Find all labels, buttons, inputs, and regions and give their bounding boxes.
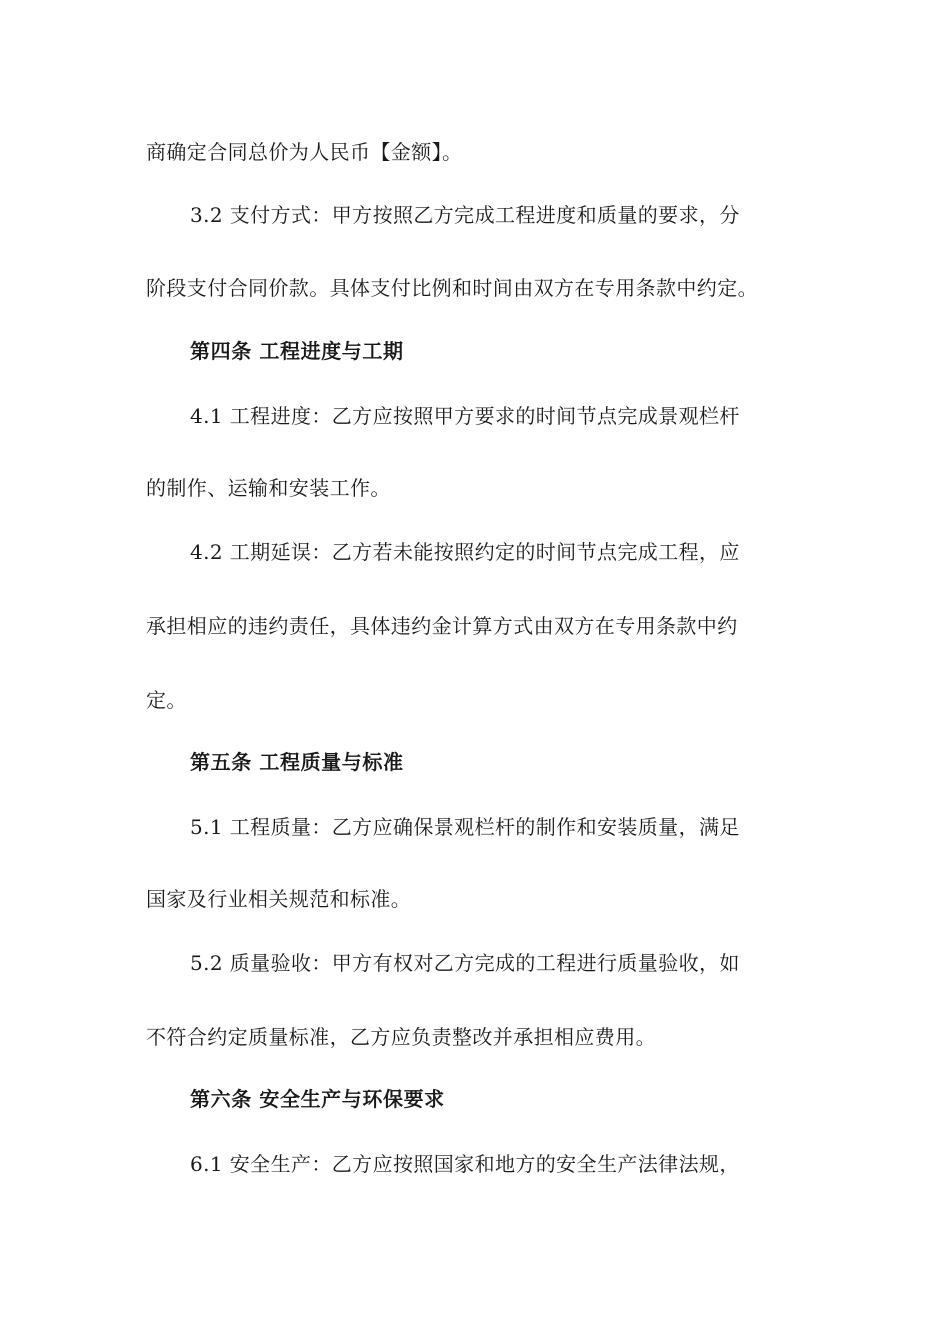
- paragraph-line: 承担相应的违约责任，具体违约金计算方式由双方在专用条款中约: [146, 614, 738, 638]
- clause-4-1-line: 4.1 工程进度：乙方应按照甲方要求的时间节点完成景观栏杆: [190, 404, 740, 428]
- clause-6-1-line: 6.1 安全生产：乙方应按照国家和地方的安全生产法律法规，: [190, 1152, 740, 1176]
- article-4-heading: 第四条 工程进度与工期: [190, 339, 404, 363]
- paragraph-line: 商确定合同总价为人民币【金额】。: [146, 140, 463, 164]
- paragraph-line: 国家及行业相关规范和标准。: [146, 887, 412, 911]
- paragraph-line: 不符合约定质量标准，乙方应负责整改并承担相应费用。: [146, 1025, 656, 1049]
- paragraph-line: 定。: [146, 688, 187, 712]
- paragraph-line: 的制作、运输和安装工作。: [146, 476, 391, 500]
- article-6-heading: 第六条 安全生产与环保要求: [190, 1087, 445, 1111]
- article-5-heading: 第五条 工程质量与标准: [190, 750, 404, 774]
- paragraph-line: 阶段支付合同价款。具体支付比例和时间由双方在专用条款中约定。: [146, 276, 758, 300]
- clause-5-1-line: 5.1 工程质量：乙方应确保景观栏杆的制作和安装质量，满足: [190, 815, 740, 839]
- clause-3-2-line: 3.2 支付方式：甲方按照乙方完成工程进度和质量的要求，分: [190, 203, 740, 227]
- clause-5-2-line: 5.2 质量验收：甲方有权对乙方完成的工程进行质量验收，如: [190, 951, 740, 975]
- clause-4-2-line: 4.2 工期延误：乙方若未能按照约定的时间节点完成工程，应: [190, 540, 740, 564]
